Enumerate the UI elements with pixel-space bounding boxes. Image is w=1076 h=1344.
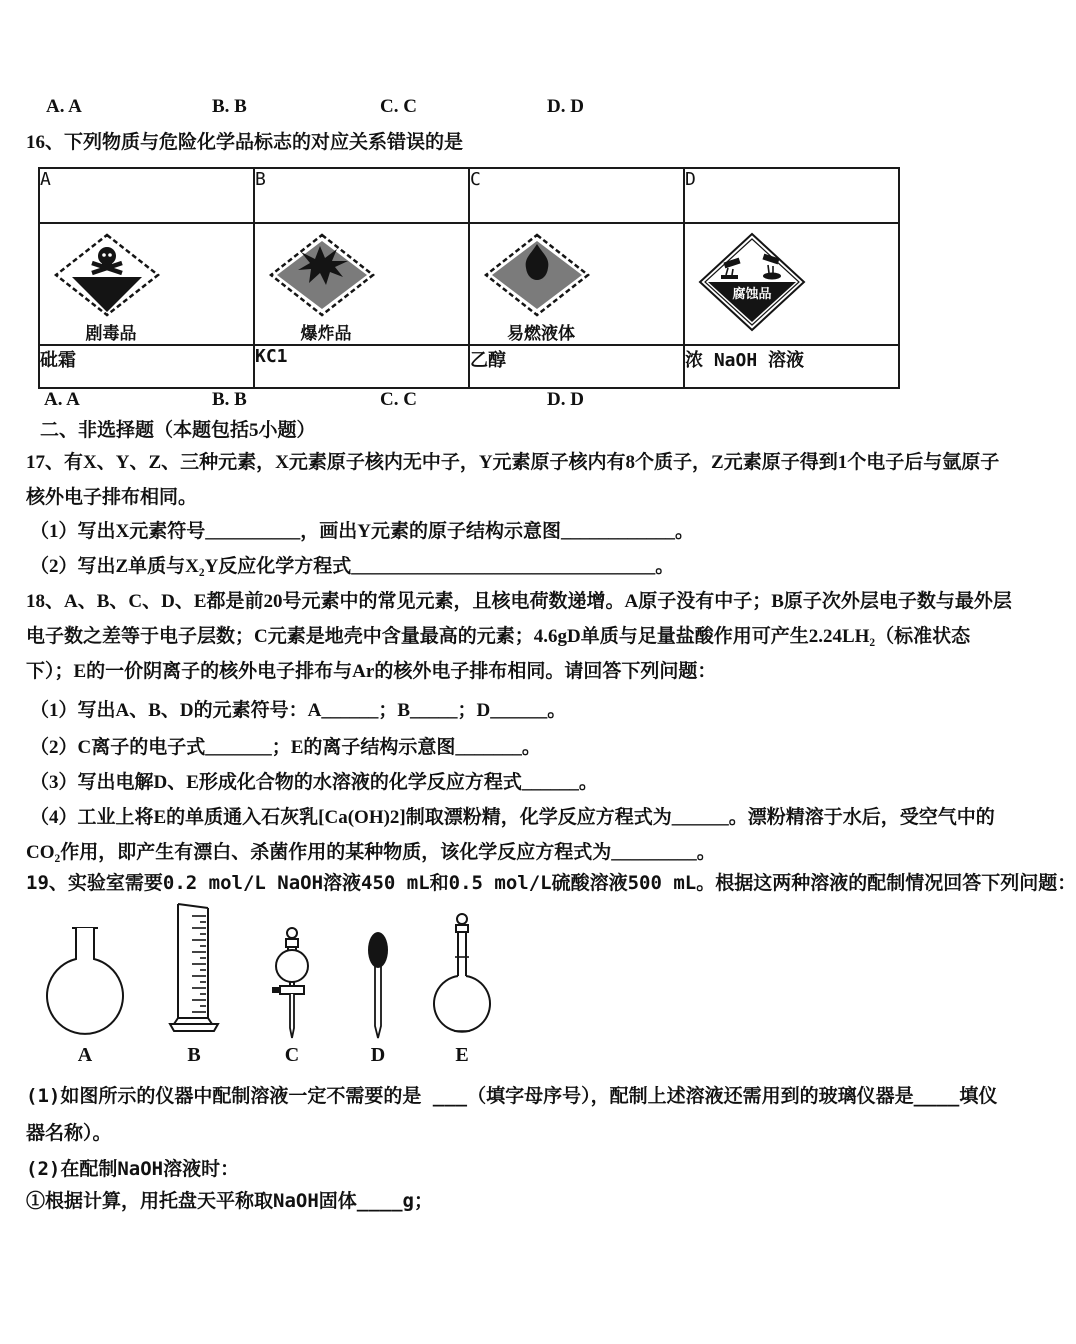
options-row-top xyxy=(0,96,950,124)
apparatus-label-e: E xyxy=(455,1044,469,1066)
substance-cell: 砒霜 xyxy=(39,345,254,388)
symbol-cell-toxic xyxy=(39,223,254,345)
option-a: A. A xyxy=(44,389,80,410)
header-cell-d: D xyxy=(684,168,899,223)
apparatus-figure xyxy=(42,900,512,1068)
option-c: C. C xyxy=(380,96,417,117)
symbol-label: 易燃液体 xyxy=(507,324,575,343)
question17-sub1: （1）写出X元素符号__________，画出Y元素的原子结构示意图____________。 xyxy=(30,521,694,542)
question19-intro: 19、实验室需要0.2 mol/L NaOH溶液450 mL和0.5 mol/L硫酸溶液500 mL。根据这两种溶液的配制情况回答下列问题： xyxy=(26,872,1076,894)
substance-cell: 浓 NaOH 溶液 xyxy=(684,345,899,388)
question18-line: 下）；E的一价阴离子的核外电子排布与Ar的核外电子排布相同。请回答下列问题： xyxy=(26,661,717,682)
question18-line: 18、A、B、C、D、E都是前20号元素中的常见元素，且核电荷数递增。A原子没有中子；B原子次外层电子数与最外层 xyxy=(26,591,1012,612)
symbol-cell-corrosive xyxy=(684,223,899,345)
flammable-liquid-symbol-icon xyxy=(482,232,592,318)
option-d: D. D xyxy=(547,96,584,117)
section-heading: 二、非选择题（本题包括5小题） xyxy=(40,420,316,441)
corrosive-inner-label: 腐蚀品 xyxy=(732,286,772,301)
symbol-cell-explosive xyxy=(254,223,469,345)
graduated-cylinder-icon xyxy=(152,900,236,1035)
question18-sub4: （4）工业上将E的单质通入石灰乳[Ca(OH)2]制取漂粉精，化学反应方程式为______。漂粉精溶于水后，受空气中的 xyxy=(30,807,995,828)
rubber-dropper-icon xyxy=(342,926,414,1044)
header-cell-c: C xyxy=(469,168,684,223)
option-d: D. D xyxy=(547,389,584,410)
substance-cell: KC1 xyxy=(254,345,469,388)
question16-options-row xyxy=(0,389,950,417)
question19-sub1: (1)如图所示的仪器中配制溶液一定不需要的是 ___（填字母序号），配制上述溶液还需用到的玻璃仪器是____填仪 xyxy=(26,1085,998,1107)
explosive-symbol-icon xyxy=(267,232,377,318)
table-header-row xyxy=(39,168,899,223)
table-symbol-row xyxy=(39,223,899,345)
header-cell-b: B xyxy=(254,168,469,223)
symbol-cell-flammable xyxy=(469,223,684,345)
question19-sub1-cont: 器名称）。 xyxy=(26,1122,112,1144)
symbol-label: 爆炸品 xyxy=(300,324,352,343)
corrosive-symbol-icon xyxy=(697,232,807,332)
apparatus-label-b: B xyxy=(187,1044,201,1066)
question18-sub3: （3）写出电解D、E形成化合物的水溶液的化学反应方程式______。 xyxy=(30,772,598,793)
table-substance-row xyxy=(39,345,899,388)
question17-line: 核外电子排布相同。 xyxy=(26,487,198,508)
option-b: B. B xyxy=(212,96,247,117)
question18-sub1: （1）写出A、B、D的元素符号：A______；B_____；D______。 xyxy=(30,700,567,721)
apparatus-label-c: C xyxy=(284,1044,300,1066)
round-bottom-flask-icon xyxy=(42,922,128,1042)
toxic-symbol-icon xyxy=(52,232,162,318)
option-a: A. A xyxy=(46,96,82,117)
symbol-label: 剧毒品 xyxy=(85,324,137,343)
option-c: C. C xyxy=(380,389,417,410)
header-cell-a: A xyxy=(39,168,254,223)
volumetric-flask-icon xyxy=(422,912,502,1038)
question17-sub2: （2）写出Z单质与X₂Y反应化学方程式________________________________。 xyxy=(30,556,675,577)
apparatus-label-d: D xyxy=(370,1044,386,1066)
option-b: B. B xyxy=(212,389,247,410)
question19-sub2-item1: ①根据计算，用托盘天平称取NaOH固体____g； xyxy=(26,1190,433,1212)
substance-cell: 乙醇 xyxy=(469,345,684,388)
question19-sub2: (2)在配制NaOH溶液时： xyxy=(26,1158,240,1180)
question16-title: 16、下列物质与危险化学品标志的对应关系错误的是 xyxy=(26,132,464,153)
question18-sub4-cont: CO₂作用，即产生有漂白、杀菌作用的某种物质，该化学反应方程式为_________。 xyxy=(26,842,716,863)
question18-line: 电子数之差等于电子层数；C元素是地壳中含量最高的元素；4.6gD单质与足量盐酸作用可产生2.24LH₂（标准状态 xyxy=(26,626,971,647)
separating-funnel-icon xyxy=(254,924,330,1044)
question17-line: 17、有X、Y、Z、三种元素，X元素原子核内无中子，Y元素原子核内有8个质子，Z元素原子得到1个电子后与氩原子 xyxy=(26,452,1000,473)
hazard-symbol-table xyxy=(38,167,900,389)
question18-sub2: （2）C离子的电子式_______；E的离子结构示意图_______。 xyxy=(30,737,541,758)
apparatus-label-a: A xyxy=(77,1044,93,1066)
